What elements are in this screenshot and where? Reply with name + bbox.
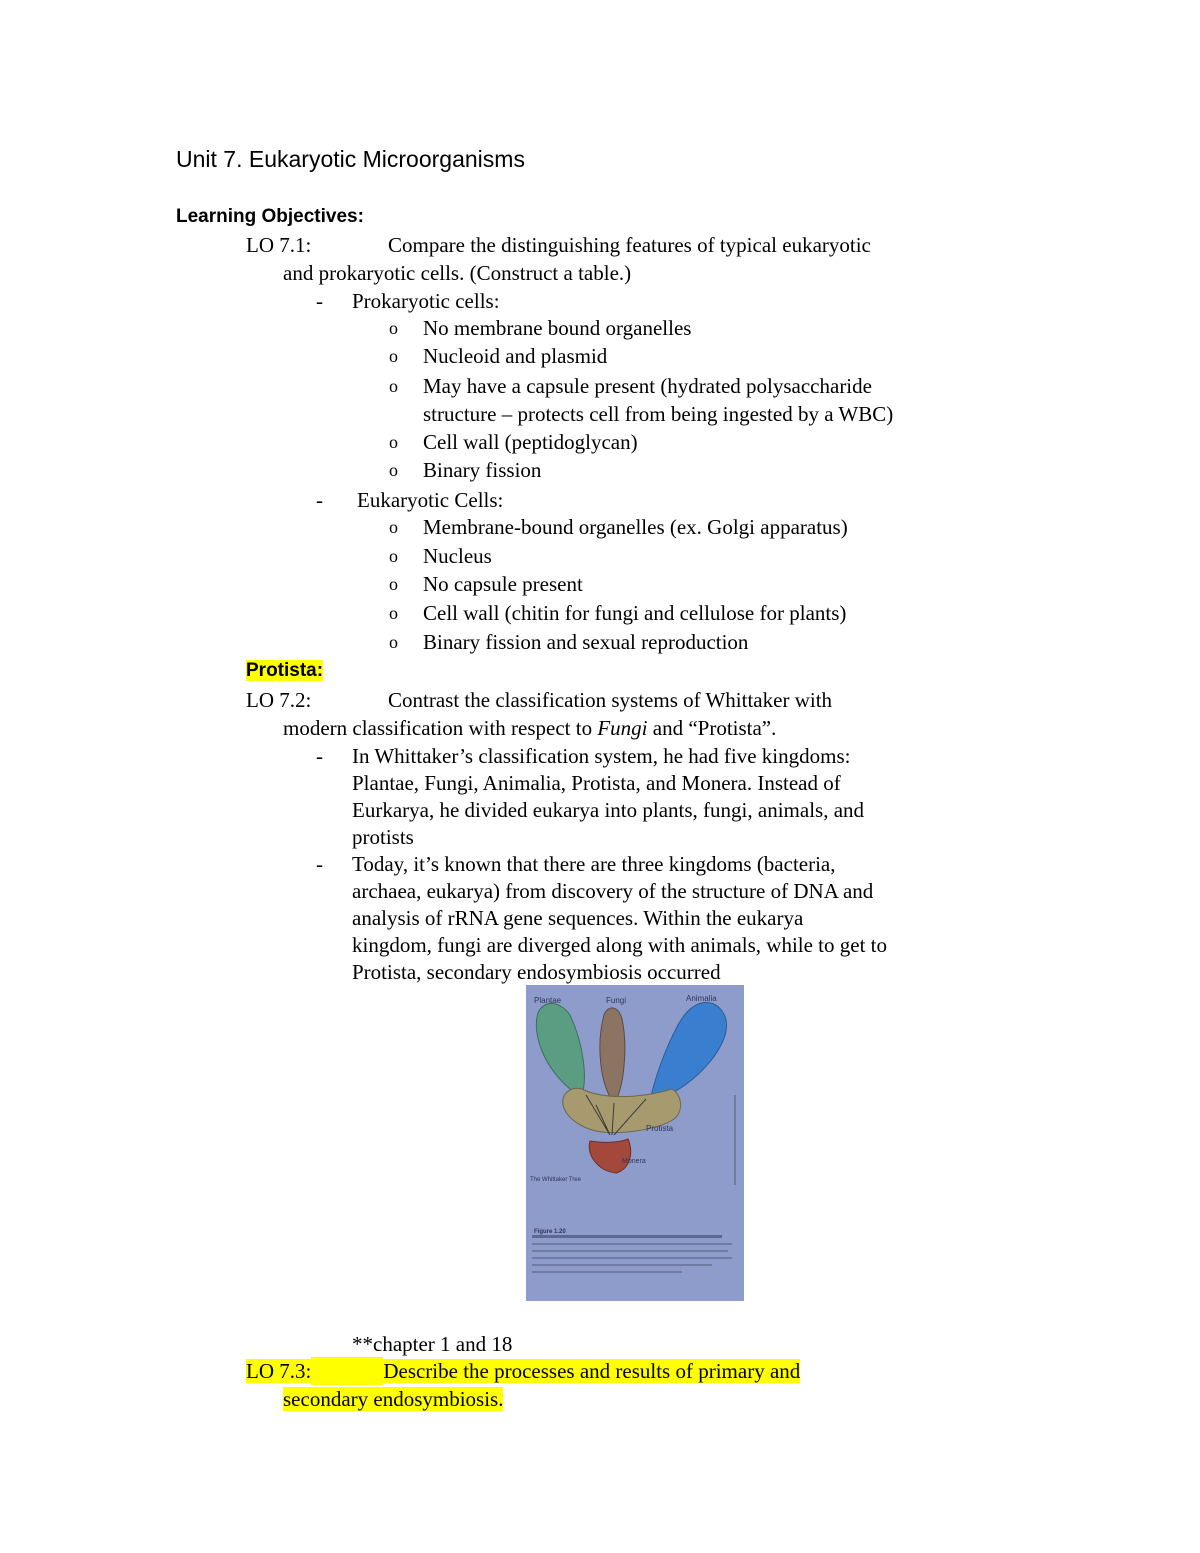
prokaryotic-heading: Prokaryotic cells:: [352, 289, 500, 313]
circle-bullet: o: [389, 318, 398, 338]
lo3-label: LO 7.3:: [246, 1359, 312, 1383]
list-item: Nucleus: [423, 544, 492, 568]
dash-bullet: -: [316, 744, 323, 768]
label-monera: Monera: [622, 1158, 646, 1165]
list-item: No capsule present: [423, 572, 583, 596]
lo3-text-cont: secondary endosymbiosis.: [283, 1387, 504, 1411]
paragraph-line: archaea, eukarya) from discovery of the structure of DNA and: [352, 879, 874, 903]
lo1-text: Compare the distinguishing features of typical eukaryotic: [388, 233, 871, 257]
lo3-text: Describe the processes and results of primary and: [383, 1359, 801, 1383]
label-protista: Protista: [646, 1124, 674, 1133]
label-plantae: Plantae: [534, 996, 562, 1005]
learning-objectives-heading: Learning Objectives:: [176, 206, 364, 227]
circle-bullet: o: [389, 603, 398, 623]
list-item: Membrane-bound organelles (ex. Golgi apparatus): [423, 515, 848, 539]
label-fungi: Fungi: [606, 996, 627, 1005]
paragraph-line: Plantae, Fungi, Animalia, Protista, and Monera. Instead of: [352, 771, 841, 795]
eukaryotic-heading: Eukaryotic Cells:: [357, 488, 504, 512]
lo2-label: LO 7.2:: [246, 688, 312, 712]
circle-bullet: o: [389, 546, 398, 566]
paragraph-line: Protista, secondary endosymbiosis occurred: [352, 960, 721, 984]
lo1-text-cont: and prokaryotic cells. (Construct a table.): [283, 261, 632, 285]
dash-bullet: -: [316, 852, 323, 876]
circle-bullet: o: [389, 517, 398, 537]
list-item: Binary fission and sexual reproduction: [423, 630, 749, 654]
protista-heading: Protista:: [246, 660, 324, 681]
paragraph-line: Eurkarya, he divided eukarya into plants, fungi, animals, and: [352, 798, 865, 822]
circle-bullet: o: [389, 460, 398, 480]
list-item: Cell wall (peptidoglycan): [423, 430, 638, 454]
list-item: May have a capsule present (hydrated polysaccharide: [423, 374, 872, 398]
list-item: Nucleoid and plasmid: [423, 344, 608, 368]
list-item-cont: structure – protects cell from being ingested by a WBC): [423, 402, 894, 426]
lo2-text-pre: modern classification with respect to: [283, 716, 598, 740]
lo2-text-post: and “Protista”.: [647, 716, 777, 740]
chapter-note: **chapter 1 and 18: [352, 1332, 513, 1356]
page-title: Unit 7. Eukaryotic Microorganisms: [176, 146, 525, 172]
list-item: No membrane bound organelles: [423, 316, 692, 340]
circle-bullet: o: [389, 376, 398, 396]
lo1-label: LO 7.1:: [246, 233, 312, 257]
paragraph-line: Today, it’s known that there are three kingdoms (bacteria,: [352, 852, 836, 876]
paragraph-line: In Whittaker’s classification system, he had five kingdoms:: [352, 744, 851, 768]
circle-bullet: o: [389, 574, 398, 594]
paragraph-line: kingdom, fungi are diverged along with animals, while to get to: [352, 933, 888, 957]
list-item: Binary fission: [423, 458, 542, 482]
whittaker-tree-figure: [526, 985, 744, 1301]
label-animalia: Animalia: [686, 994, 717, 1003]
lo2-text-cont: [283, 714, 776, 742]
figure-caption-label: Figure 1.20: [534, 1229, 566, 1235]
list-item: Cell wall (chitin for fungi and cellulose for plants): [423, 601, 847, 625]
paragraph-line: analysis of rRNA gene sequences. Within the eukarya: [352, 906, 804, 930]
paragraph-line: protists: [352, 825, 414, 849]
circle-bullet: o: [389, 346, 398, 366]
dash-bullet: -: [316, 488, 323, 512]
label-tree: The Whittaker Tree: [530, 1177, 582, 1183]
circle-bullet: o: [389, 632, 398, 652]
lo2-text: Contrast the classification systems of Whittaker with: [388, 688, 833, 712]
circle-bullet: o: [389, 432, 398, 452]
dash-bullet: -: [316, 289, 323, 313]
fungi-italic: Fungi: [597, 716, 648, 740]
